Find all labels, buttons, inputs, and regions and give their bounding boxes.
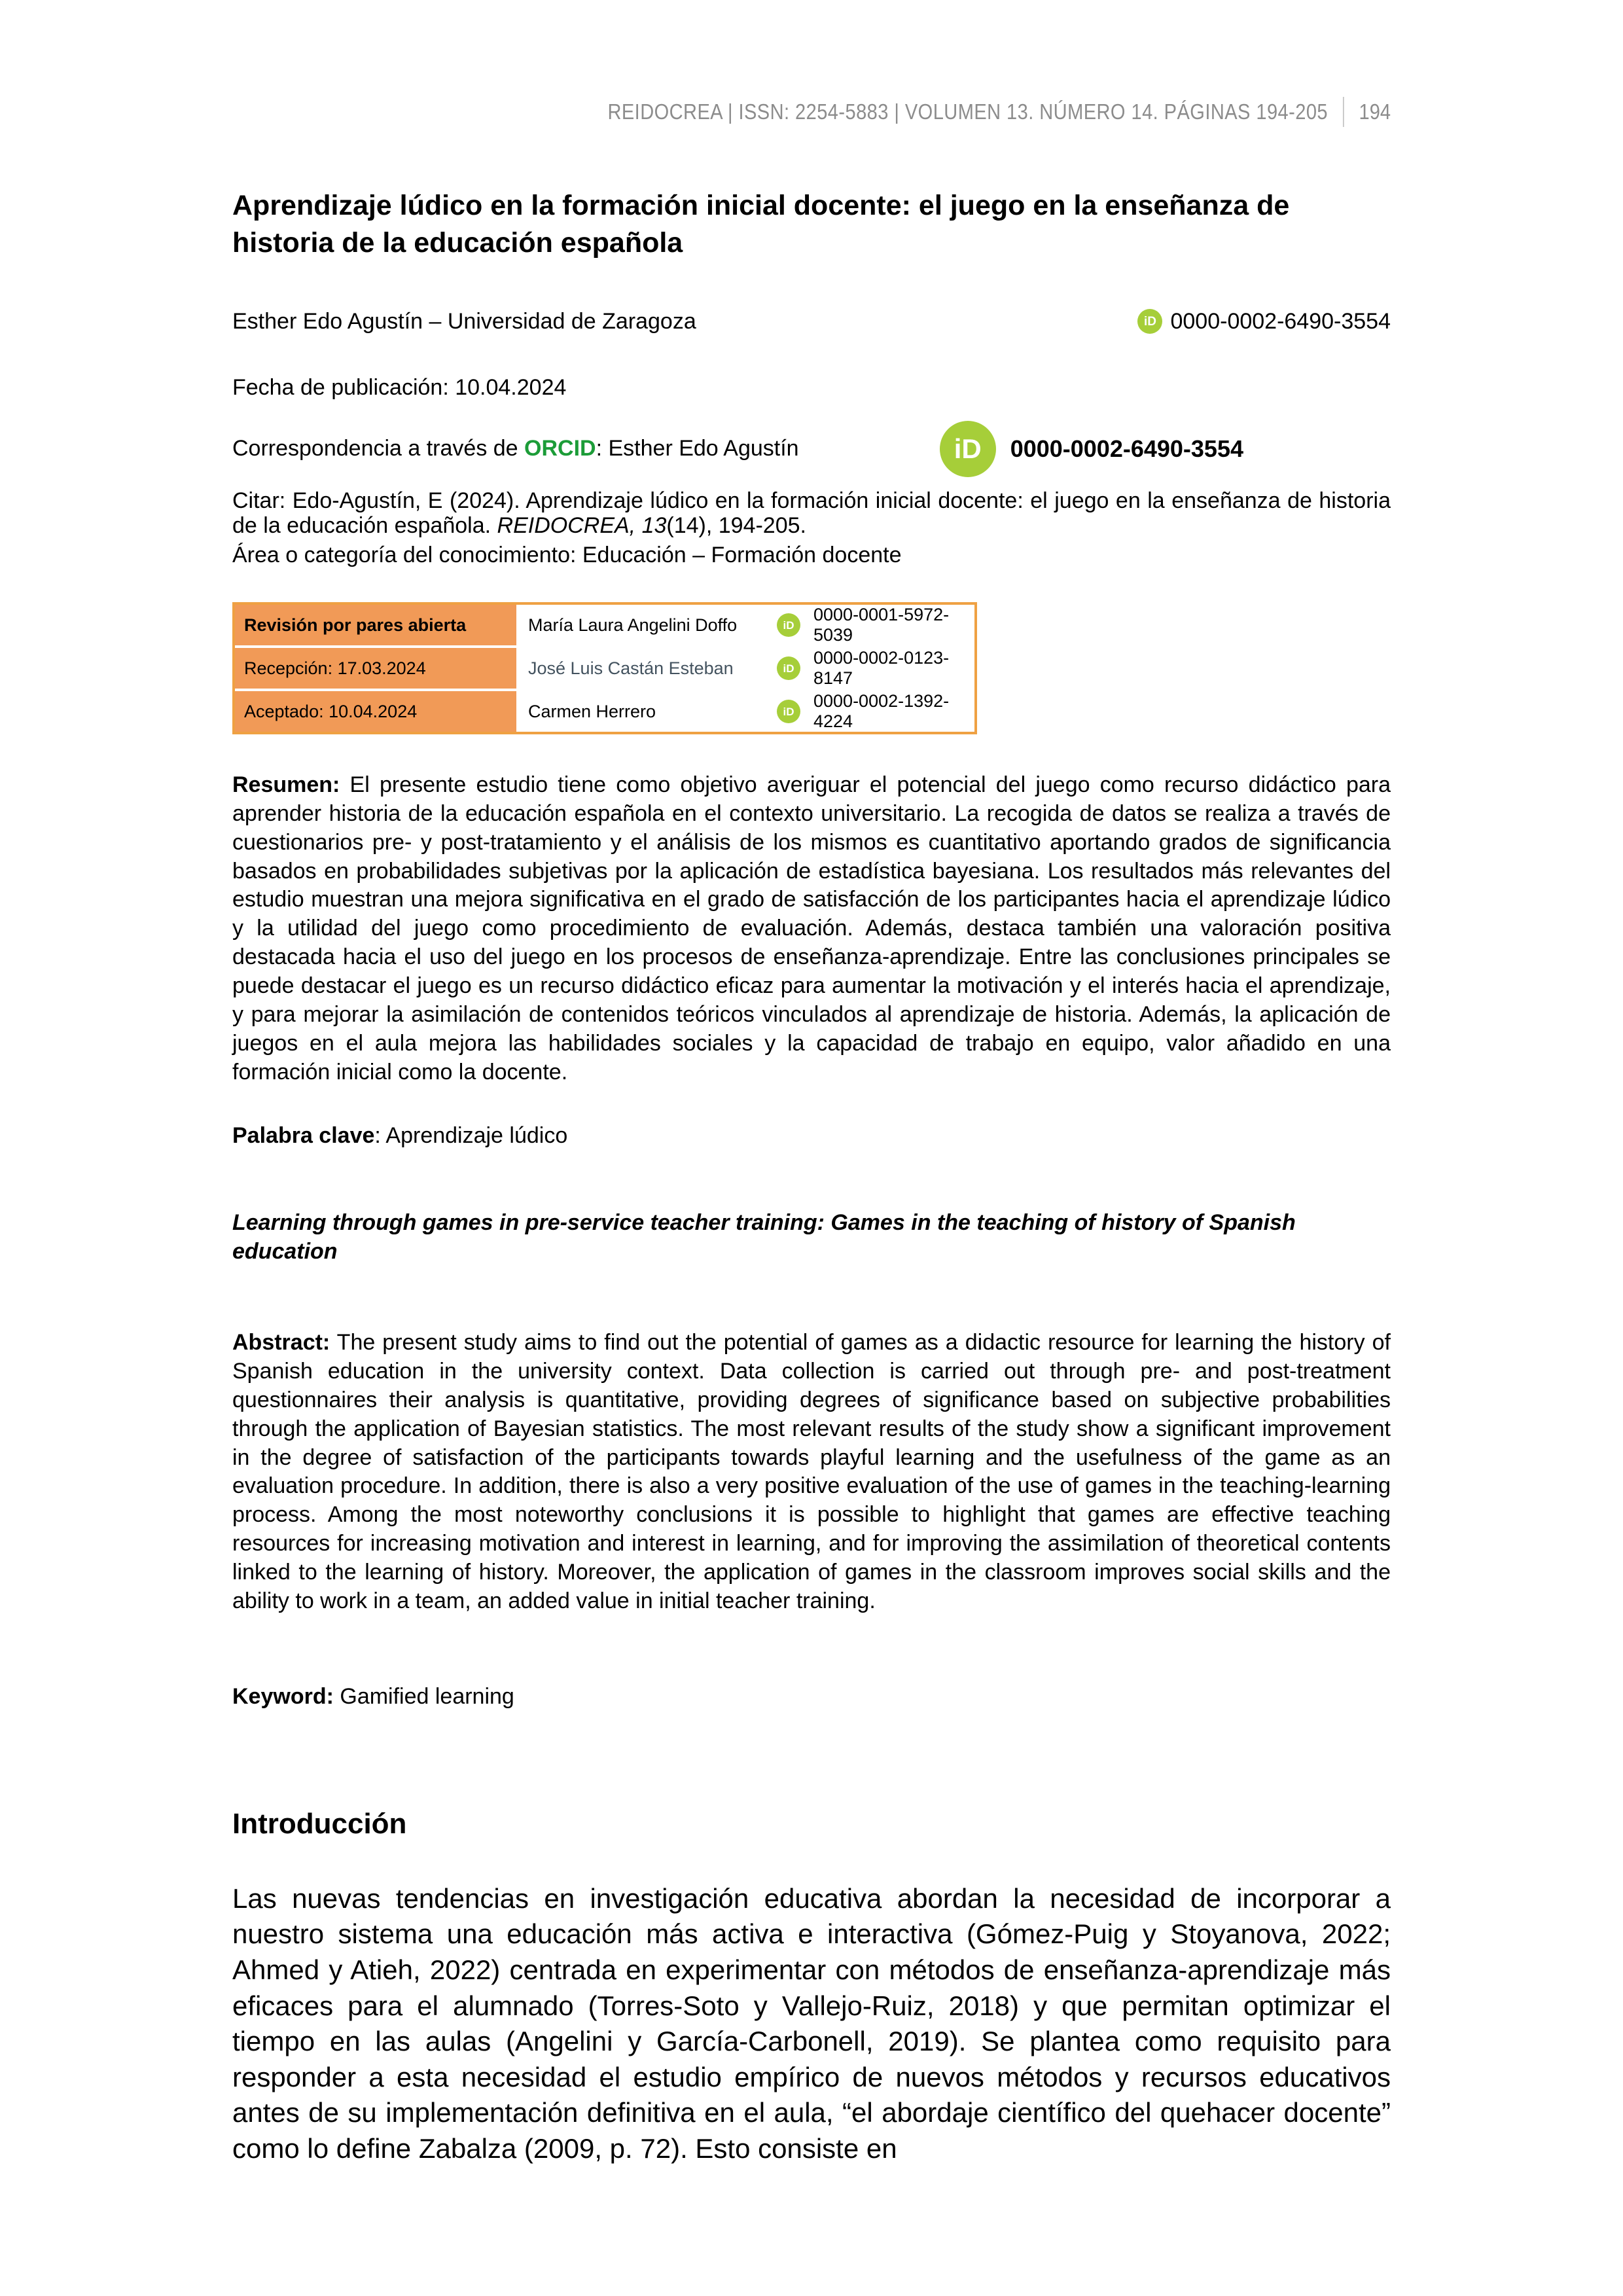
reception-date-label: Recepción: 17.03.2024 — [235, 648, 516, 689]
author-affiliation: Esther Edo Agustín – Universidad de Zaragoza — [232, 308, 696, 334]
resumen-text: El presente estudio tiene como objetivo averiguar el potencial del juego como recurso didáctico para aprender historia de la educación española en el contexto universitario. La recogida de datos se realiza a través de cuestionarios pre- y post-tratamiento y el análisis de los mismos es cuantitativo aportando grados de significancia basados en probabilidades subjetivas por la aplicación de estadística bayesiana. Los resultados más relevantes del estudio muestran una mejora significativa en el grado de satisfacción de los participantes hacia el aprendizaje lúdico y la utilidad del juego como procedimiento de evaluación. Además, destaca también una valoración positiva destacada hacia el uso del juego en los procesos de enseñanza-aprendizaje. Entre las conclusiones principales se puede destacar el juego es un recurso didáctico eficaz para aumentar la motivación y el interés hacia el aprendizaje, y para mejorar la asimilación de contenidos teóricos vinculados al aprendizaje de historia. Además, la aplicación de juegos en el aula mejora las habilidades sociales y la capacidad de trabajo en equipo, valor añadido en una formación inicial como la docente. — [232, 772, 1391, 1085]
abstract-label: Abstract: — [232, 1330, 330, 1355]
peer-review-table — [232, 602, 977, 734]
orcid-link-word[interactable]: ORCID — [524, 436, 596, 461]
palabra-clave-line — [232, 1123, 1391, 1149]
reviewer-cell — [519, 605, 974, 645]
abstract-text: The present study aims to find out the potential of games as a didactic resource for learning the history of Spanish education in the university context. Data collection is carried out through pre- and post-treatment questionnaires their analysis is quantitative, providing degrees of significance based on subjective probabilities through the application of Bayesian statistics. The most relevant results of the study show a significant improvement in the degree of satisfaction of the participants towards playful learning and the usefulness of the game as an evaluation procedure. In addition, there is also a very positive evaluation of the use of games in the teaching-learning process. Among the most noteworthy conclusions it is possible to highlight that games are effective teaching resources for increasing motivation and interest in learning, and for improving the assimilation of theoretical contents linked to the learning of history. Moreover, the application of games in the classroom improves social skills and the ability to work in a team, an added value in initial teacher training. — [232, 1330, 1391, 1613]
keyword-value: Gamified learning — [333, 1683, 514, 1709]
reviewer-name: José Luis Castán Esteban — [528, 658, 734, 678]
reviewer-name: María Laura Angelini Doffo — [528, 615, 738, 635]
publication-date: Fecha de publicación: 10.04.2024 — [232, 374, 567, 400]
citation-journal-italic: REIDOCREA, 13 — [497, 513, 667, 539]
reviewer-orcid-id[interactable]: 0000-0001-5972-5039 — [813, 605, 950, 645]
reviewer-cell — [519, 691, 974, 732]
author-orcid-link[interactable] — [1137, 309, 1391, 334]
orcid-icon[interactable]: iD — [777, 613, 800, 637]
knowledge-area: Área o categoría del conocimiento: Educación – Formación docente — [232, 543, 902, 567]
table-row — [235, 648, 974, 689]
orcid-icon[interactable]: iD — [777, 700, 800, 723]
header-divider — [1343, 97, 1344, 127]
orcid-icon-large[interactable]: iD — [940, 421, 996, 477]
journal-info-line: REIDOCREA | ISSN: 2254-5883 | VOLUMEN 13. NÚMERO 14. PÁGINAS 194-205 — [607, 99, 1329, 124]
journal-header — [371, 97, 1391, 127]
reviewer-orcid-id[interactable]: 0000-0002-1392-4224 — [813, 691, 950, 731]
keyword-label: Keyword: — [232, 1683, 334, 1709]
article-title: Aprendizaje lúdico en la formación inicial docente: el juego en la enseñanza de historia de la educación española — [232, 190, 1290, 259]
orcid-icon[interactable]: iD — [777, 656, 800, 680]
correspondence-prefix: Correspondencia a través de — [232, 436, 525, 461]
correspondence-row — [232, 419, 1391, 479]
resumen-label: Resumen: — [232, 772, 340, 797]
keyword-line — [232, 1684, 1391, 1710]
correspondence-suffix: : Esther Edo Agustín — [596, 436, 799, 461]
citation — [232, 488, 1391, 539]
palabra-clave-label: Palabra clave — [232, 1123, 375, 1149]
author-orcid-id[interactable]: 0000-0002-6490-3554 — [1170, 308, 1391, 334]
correspondence-text — [232, 436, 799, 461]
palabra-clave-value: : Aprendizaje lúdico — [374, 1123, 568, 1149]
table-row — [235, 605, 974, 645]
reviewer-name: Carmen Herrero — [528, 701, 656, 721]
page-number: 194 — [1359, 99, 1391, 124]
correspondence-orcid-id[interactable]: 0000-0002-6490-3554 — [1010, 435, 1243, 462]
citation-pages: (14), 194-205. — [666, 513, 806, 539]
introduction-heading: Introducción — [232, 1807, 407, 1840]
resumen-paragraph — [232, 771, 1391, 1086]
orcid-icon[interactable]: iD — [1137, 309, 1162, 334]
table-row — [235, 691, 974, 732]
reviewer-cell — [519, 648, 974, 689]
citation-text: Citar: Edo-Agustín, E (2024). Aprendizaje lúdico en la formación inicial docente: el juego en la enseñanza de historia de la educación española. — [232, 488, 1391, 539]
abstract-paragraph — [232, 1329, 1391, 1616]
review-type-label: Revisión por pares abierta — [235, 605, 516, 645]
english-title: Learning through games in pre-service teacher training: Games in the teaching of history of Spanish education — [232, 1210, 1296, 1265]
correspondence-orcid-link[interactable] — [940, 421, 1243, 477]
accepted-date-label: Aceptado: 10.04.2024 — [235, 691, 516, 732]
introduction-paragraph: Las nuevas tendencias en investigación educativa abordan la necesidad de incorporar a nuestro sistema una educación más activa e interactiva (Gómez-Puig y Stoyanova, 2022; Ahmed y Atieh, 2022) centrada en experimentar con métodos de enseñanza-aprendizaje más eficaces para el alumnado (Torres-Soto y Vallejo-Ruiz, 2018) y que permitan optimizar el tiempo en las aulas (Angelini y García-Carbonell, 2019). Se plantea como requisito para responder a esta necesidad el estudio empírico de nuevos métodos y recursos educativos antes de su implementación definitiva en el aula, “el abordaje científico del quehacer docente” como lo define Zabalza (2009, p. 72). Esto consiste en — [232, 1882, 1391, 2164]
author-row — [232, 309, 1391, 334]
reviewer-orcid-id[interactable]: 0000-0002-0123-8147 — [813, 648, 950, 688]
